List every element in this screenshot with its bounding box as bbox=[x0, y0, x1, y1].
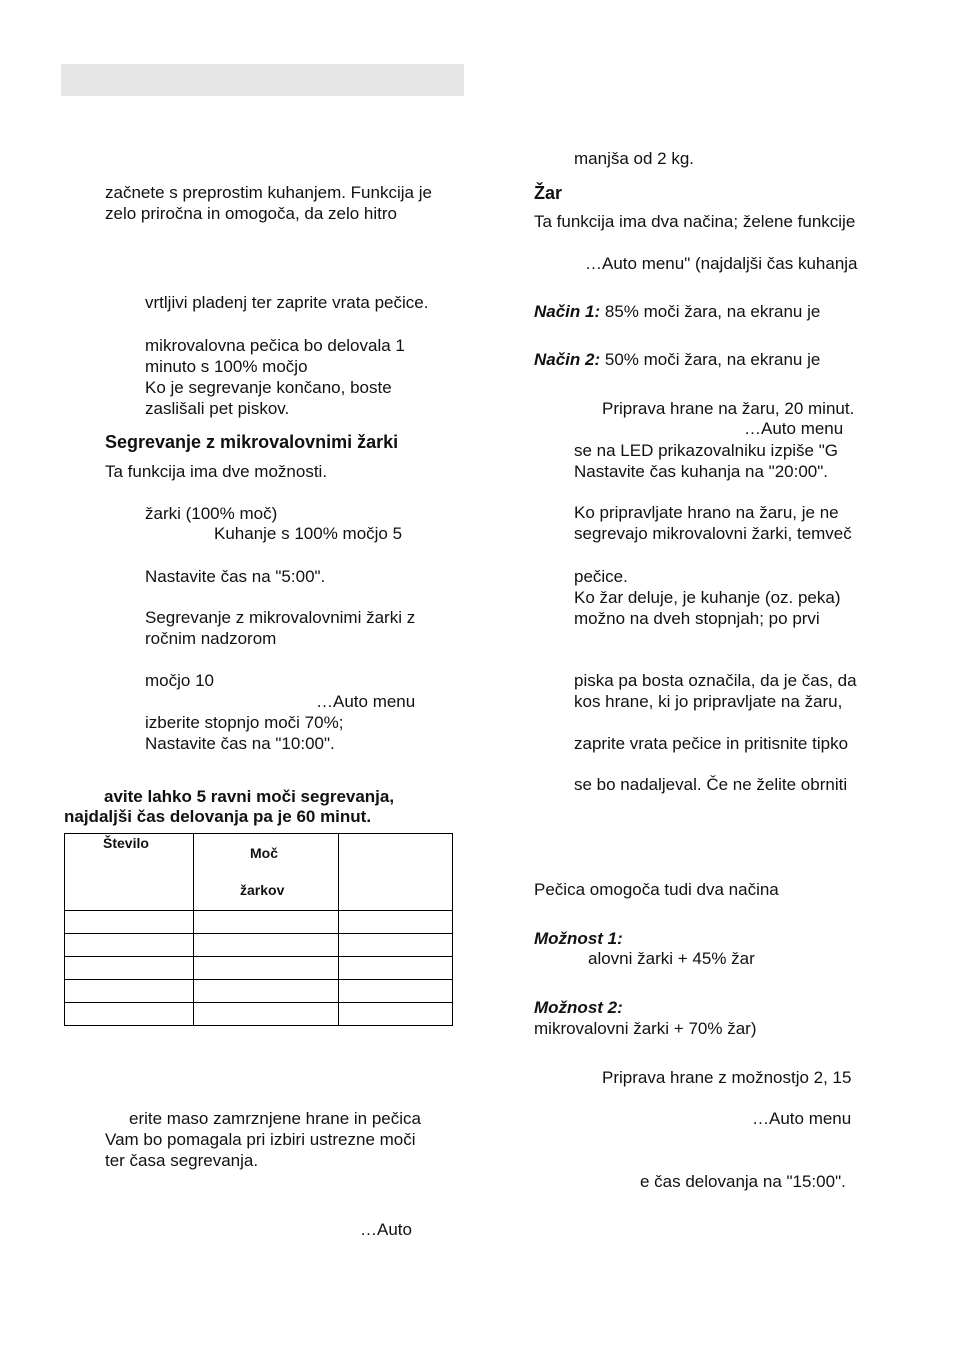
table-header-row bbox=[65, 834, 453, 911]
text-line: Ko žar deluje, je kuhanje (oz. peka) bbox=[574, 588, 841, 607]
option-2-text: mikrovalovni žarki + 70% žar) bbox=[534, 1019, 757, 1038]
table-header-rays: žarkov bbox=[240, 882, 285, 898]
table-header-cell bbox=[339, 834, 453, 911]
text-line: Vam bo pomagala pri izbiri ustrezne moči bbox=[105, 1130, 416, 1149]
paragraph-grill-stages bbox=[574, 566, 841, 629]
bold-note-line: avite lahko 5 ravni moči segrevanja, bbox=[104, 787, 395, 806]
text-line: manjša od 2 kg. bbox=[574, 149, 695, 168]
table-header-power: Moč bbox=[250, 845, 278, 861]
text-line: minuto s 100% močjo bbox=[145, 357, 308, 376]
text-line: možno na dveh stopnjah; po prvi bbox=[574, 609, 820, 628]
text-line: kos hrane, ki jo pripravljate na žaru, bbox=[574, 692, 843, 711]
text-line: močjo 10 bbox=[145, 671, 214, 690]
mode-2-text: 50% moči žara, na ekranu je bbox=[600, 350, 821, 369]
power-levels-table bbox=[64, 833, 453, 1026]
paragraph-grill-display bbox=[574, 440, 838, 482]
text-line: Priprava hrane na žaru, 20 minut. bbox=[602, 399, 855, 418]
text-line: Ta funkcija ima dva načina; želene funkcije bbox=[534, 212, 856, 231]
paragraph-two-options: Ta funkcija ima dve možnosti. bbox=[105, 462, 328, 481]
mode-2-line bbox=[534, 349, 820, 370]
table-row bbox=[65, 980, 453, 1003]
text-line: segrevajo mikrovalovni žarki, temveč bbox=[574, 524, 852, 543]
table-header-cell bbox=[65, 834, 194, 911]
option-1-label: Možnost 1: bbox=[534, 929, 623, 948]
text-line: vrtljivi pladenj ter zaprite vrata pečice. bbox=[145, 293, 429, 312]
option-1-text: alovni žarki + 45% žar bbox=[588, 949, 755, 968]
text-line: ročnim nadzorom bbox=[145, 629, 277, 648]
text-line: ter časa segrevanja. bbox=[105, 1151, 259, 1170]
section-header-bar bbox=[61, 64, 464, 96]
paragraph-tray bbox=[145, 292, 428, 313]
text-line: …Auto menu bbox=[316, 692, 416, 711]
table-header-cell bbox=[194, 834, 339, 911]
paragraph-defrost bbox=[105, 1108, 421, 1171]
text-line: zaslišali pet piskov. bbox=[145, 399, 290, 418]
text-line: začnete s preprostim kuhanjem. Funkcija je bbox=[105, 183, 432, 202]
paragraph-grill-note bbox=[574, 502, 852, 544]
text-line: zaprite vrata pečice in pritisnite tipko bbox=[574, 734, 849, 753]
table-header-number: Število bbox=[103, 835, 149, 851]
table-row bbox=[65, 911, 453, 934]
heading-grill: Žar bbox=[534, 183, 563, 203]
paragraph-intro bbox=[105, 182, 432, 224]
text-line: Nastavite čas na "5:00". bbox=[145, 567, 326, 586]
text-line: …Auto bbox=[360, 1220, 412, 1239]
mode-1-text: 85% moči žara, na ekranu je bbox=[600, 302, 821, 321]
text-line: …Auto menu bbox=[752, 1109, 852, 1128]
text-line: se bo nadaljeval. Če ne želite obrniti bbox=[574, 775, 848, 794]
paragraph-quick-start bbox=[145, 335, 405, 419]
text-line: izberite stopnjo moči 70%; bbox=[145, 713, 344, 732]
text-line: žarki (100% moč) bbox=[145, 504, 278, 523]
text-line: e čas delovanja na "15:00". bbox=[640, 1172, 846, 1191]
text-line: pečice. bbox=[574, 567, 628, 586]
mode-1-line bbox=[534, 301, 820, 322]
paragraph-manual-control bbox=[145, 607, 415, 649]
paragraph-grill-beep bbox=[574, 670, 857, 712]
bold-note-line: najdaljši čas delovanja pa je 60 minut. bbox=[64, 807, 372, 826]
text-line: …Auto menu bbox=[744, 419, 844, 438]
text-line: Nastavite čas na "10:00". bbox=[145, 734, 335, 753]
text-line: Priprava hrane z možnostjo 2, 15 bbox=[602, 1068, 852, 1087]
heading-microwave-heating: Segrevanje z mikrovalovnimi žarki bbox=[105, 432, 399, 452]
table-row bbox=[65, 934, 453, 957]
option-2-label: Možnost 2: bbox=[534, 998, 623, 1017]
text-line: zelo priročna in omogoča, da zelo hitro bbox=[105, 204, 397, 223]
text-line: se na LED prikazovalniku izpiše "G bbox=[574, 441, 838, 460]
text-line: mikrovalovna pečica bo delovala 1 bbox=[145, 336, 405, 355]
text-line: Ko je segrevanje končano, boste bbox=[145, 378, 392, 397]
text-line: Nastavite čas kuhanja na "20:00". bbox=[574, 462, 829, 481]
table-row bbox=[65, 1003, 453, 1026]
mode-2-label: Način 2: bbox=[534, 350, 601, 369]
text-line: Ko pripravljate hrano na žaru, je ne bbox=[574, 503, 839, 522]
text-line: Pečica omogoča tudi dva načina bbox=[534, 880, 779, 899]
text-line: piska pa bosta označila, da je čas, da bbox=[574, 671, 857, 690]
text-line: Segrevanje z mikrovalovnimi žarki z bbox=[145, 608, 416, 627]
text-line: …Auto menu" (najdaljši čas kuhanja bbox=[585, 254, 858, 273]
mode-1-label: Način 1: bbox=[534, 302, 601, 321]
text-line: erite maso zamrznjene hrane in pečica bbox=[129, 1109, 421, 1128]
text-line: Kuhanje s 100% močjo 5 bbox=[214, 524, 403, 543]
table-row bbox=[65, 957, 453, 980]
paragraph-power-70 bbox=[145, 712, 343, 754]
